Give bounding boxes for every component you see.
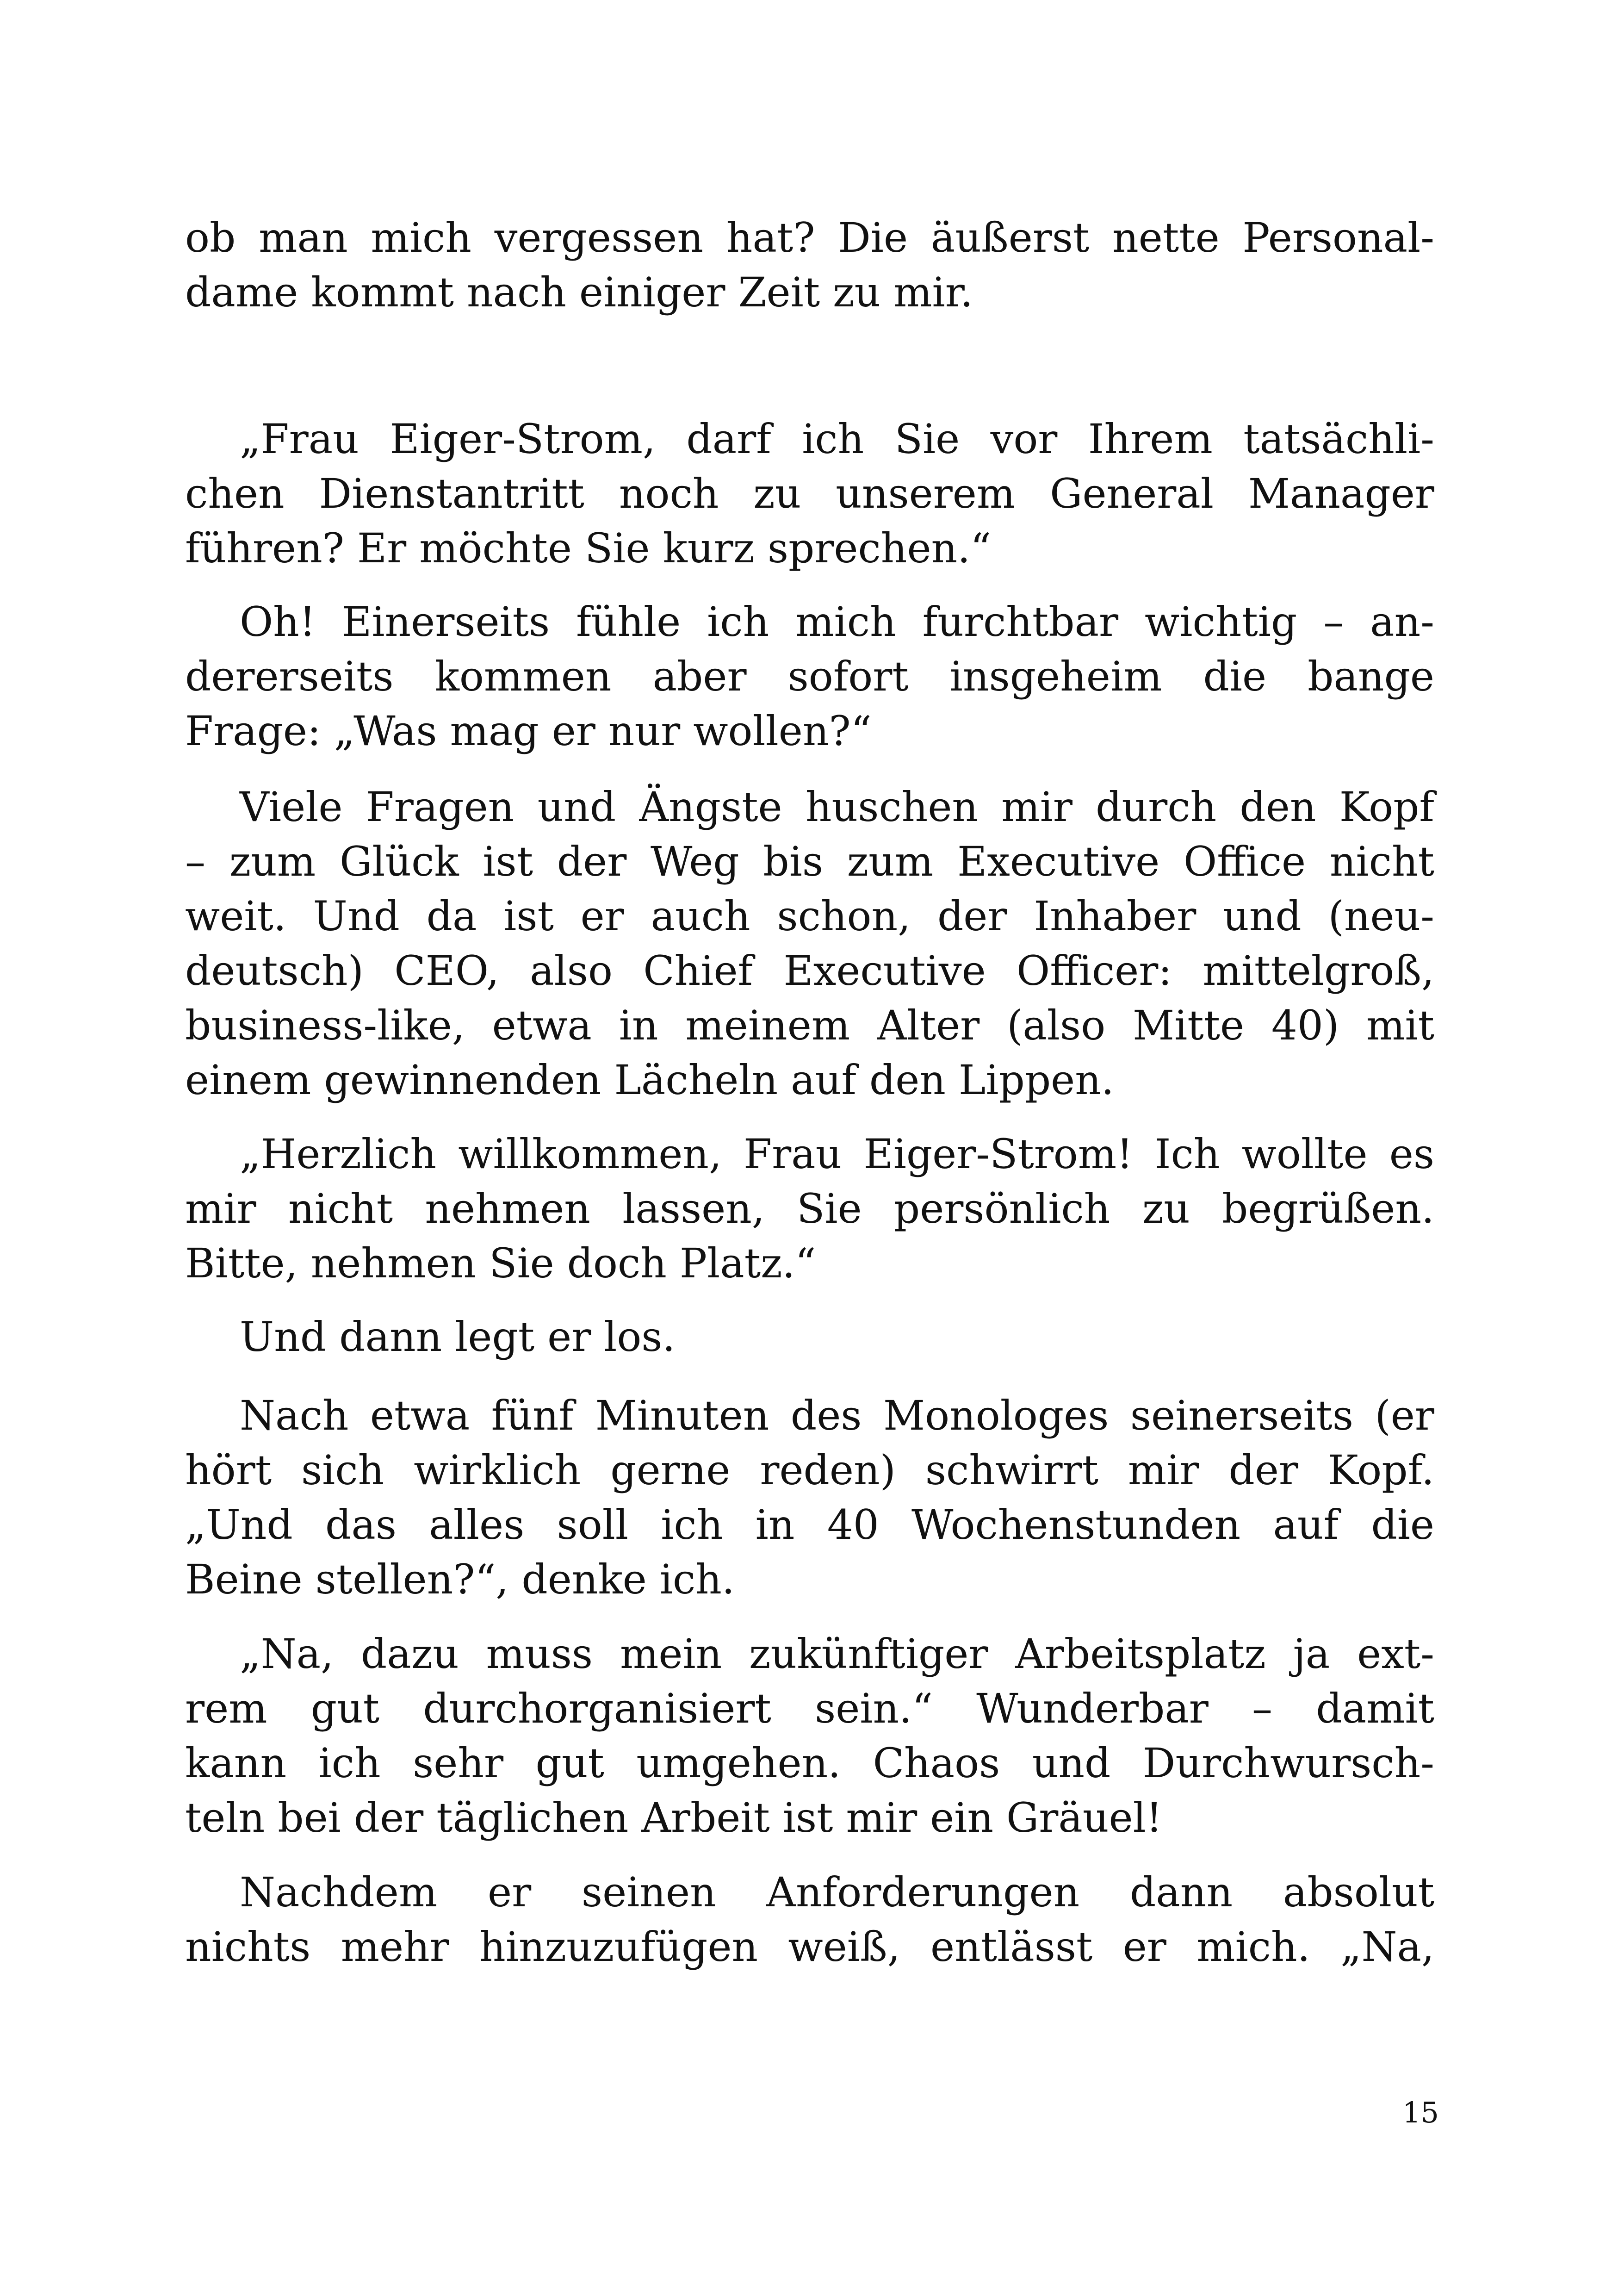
paragraph-2 — [185, 412, 1434, 576]
paragraph-1 — [185, 211, 1434, 320]
text-line: weit. Und da ist er auch schon, der Inhaber und (neu- — [185, 892, 1434, 940]
paragraph-3 — [185, 595, 1434, 759]
page-number: 15 — [1402, 2096, 1439, 2129]
text-line: Beine stellen?“, denke ich. — [185, 1556, 735, 1603]
text-line: Viele Fragen und Ängste huschen mir durch den Kopf — [240, 783, 1434, 831]
text-line: „Herzlich willkommen, Frau Eiger-Strom! Ich wollte es — [240, 1130, 1434, 1178]
paragraph-8 — [185, 1627, 1434, 1845]
text-line: dame kommt nach einiger Zeit zu mir. — [185, 268, 973, 316]
text-line: Bitte, nehmen Sie doch Platz.“ — [185, 1239, 816, 1287]
text-line: ob man mich vergessen hat? Die äußerst nette Personal- — [185, 214, 1434, 261]
paragraph-6 — [185, 1310, 1434, 1364]
paragraph-4 — [185, 780, 1434, 1108]
text-line: teln bei der täglichen Arbeit ist mir ein Gräuel! — [185, 1794, 1163, 1842]
text-line: „Na, dazu muss mein zukünftiger Arbeitsplatz ja ext- — [240, 1630, 1434, 1678]
text-line: business-like, etwa in meinem Alter (also Mitte 40) mit — [185, 1002, 1434, 1049]
text-line: deutsch) CEO, also Chief Executive Officer: mittelgroß, — [185, 947, 1434, 995]
text-line: Und dann legt er los. — [240, 1313, 676, 1361]
text-line: hört sich wirklich gerne reden) schwirrt mir der Kopf. — [185, 1446, 1434, 1494]
text-line: mir nicht nehmen lassen, Sie persönlich zu begrüßen. — [185, 1185, 1434, 1232]
text-line: Nachdem er seinen Anforderungen dann absolut — [240, 1868, 1434, 1916]
text-line: rem gut durchorganisiert sein.“ Wunderbar – damit — [185, 1685, 1434, 1732]
text-line: einem gewinnenden Lächeln auf den Lippen. — [185, 1056, 1114, 1104]
text-line: „Frau Eiger-Strom, darf ich Sie vor Ihrem tatsächli- — [240, 415, 1434, 463]
text-line: Frage: „Was mag er nur wollen?“ — [185, 707, 872, 755]
text-line: nichts mehr hinzuzufügen weiß, entlässt er mich. „Na, — [185, 1923, 1434, 1971]
paragraph-5 — [185, 1127, 1434, 1291]
text-line: – zum Glück ist der Weg bis zum Executive Office nicht — [185, 838, 1434, 885]
text-line: „Und das alles soll ich in 40 Wochenstunden auf die — [185, 1501, 1434, 1549]
text-line: Oh! Einerseits fühle ich mich furchtbar wichtig – an- — [240, 598, 1434, 646]
text-line: kann ich sehr gut umgehen. Chaos und Durchwursch- — [185, 1739, 1434, 1787]
text-line: Nach etwa fünf Minuten des Monologes seinerseits (er — [240, 1392, 1434, 1439]
text-line: chen Dienstantritt noch zu unserem General Manager — [185, 470, 1434, 517]
paragraph-7 — [185, 1388, 1434, 1607]
text-line: dererseits kommen aber sofort insgeheim die bange — [185, 653, 1434, 700]
paragraph-9 — [185, 1865, 1434, 1974]
text-line: führen? Er möchte Sie kurz sprechen.“ — [185, 524, 992, 572]
